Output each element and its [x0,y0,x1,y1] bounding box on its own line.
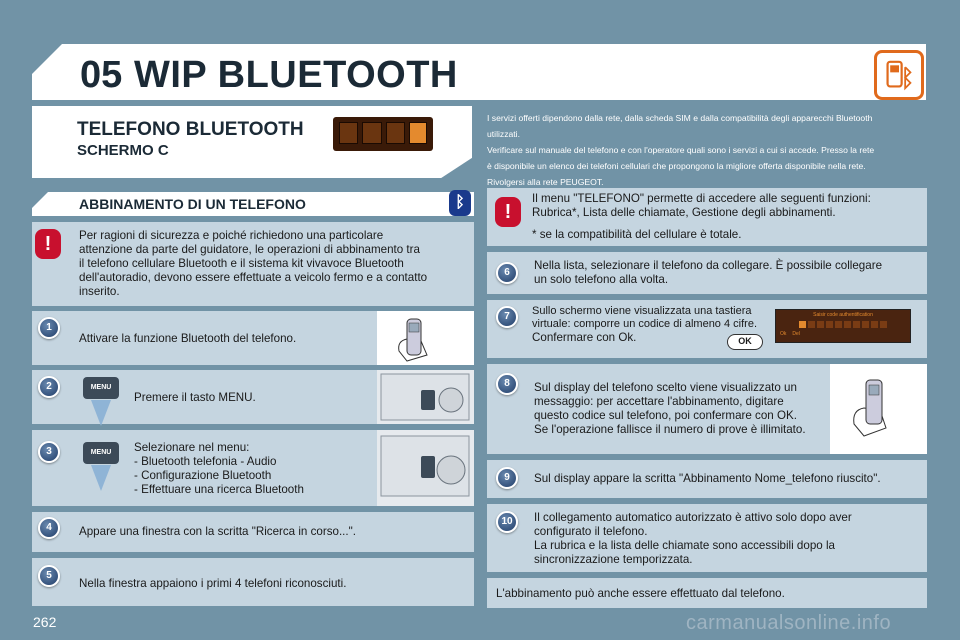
car-radio-icon [377,370,473,424]
menu-button[interactable]: MENU [83,442,119,464]
step-text: Appare una finestra con la scritta "Ricerca in corso...". [79,525,356,538]
section-heading: TELEFONO BLUETOOTH [77,119,304,140]
info-line: Verificare sul manuale del telefono e con l'operatore quali sono i servizi a cui si accede. Presso la rete [487,145,875,155]
screen-c-display-icon [333,117,433,151]
page-number: 262 [33,614,57,630]
step-text [534,381,830,437]
step-line: configurato il telefono. [534,525,648,538]
compatibility-footnote: * se la compatibilità del cellulare è totale. [532,228,742,241]
bluetooth-phone-icon [874,50,924,100]
section-title: ABBINAMENTO DI UN TELEFONO [79,196,306,212]
step-badge: 2 [38,376,60,398]
step-line: Nella lista, selezionare il telefono da collegare. È possibile collegare [534,259,883,272]
chapter-number: 05 [80,54,123,96]
step-badge: 10 [496,511,518,533]
section-subheading: SCHERMO C [77,142,169,159]
step-line: - Effettuare una ricerca Bluetooth [134,483,304,496]
step-badge: 3 [38,441,60,463]
step-8-image [830,364,927,454]
step-line: Se l'operazione fallisce il numero di prove è illimitato. [534,423,806,436]
warning-line: inserito. [79,285,120,298]
arrow-down-icon [91,465,111,491]
info-line: I servizi offerti dipendono dalla rete, dalla scheda SIM e dalla compatibilità degli apparecchi Bluetooth [487,113,873,123]
warning-icon: ! [495,197,521,227]
keyboard-title: Saisir code authentification [813,312,873,318]
step-line: Selezionare nel menu: [134,441,250,454]
info-line: è disponibile un elenco dei telefoni cellulari che propongono la migliore offerta disponibile nella rete. [487,161,866,171]
warning-line: Per ragioni di sicurezza e poiché richiedono una particolare [79,229,384,242]
warning-line: attenzione da parte del guidatore, le operazioni di abbinamento tra [79,243,420,256]
keyboard-actions [780,331,910,337]
menu-info-text [532,192,924,220]
step-line: sincronizzazione temporizzata. [534,553,693,566]
step-text [534,511,924,567]
hand-phone-icon [377,311,473,365]
info-note [487,110,917,190]
step-badge: 9 [496,467,518,489]
step-line: - Configurazione Bluetooth [134,469,272,482]
step-text: Sul display appare la scritta "Abbinamento Nome_telefono riuscito". [534,472,881,485]
step-line: messaggio: per accettare l'abbinamento, digitare [534,395,784,408]
step-line: un solo telefono alla volta. [534,273,669,286]
keyboard-del-key: Del [792,331,800,337]
step-text: Nella finestra appaiono i primi 4 telefoni riconosciuti. [79,577,347,590]
step-text: Premere il tasto MENU. [134,391,256,404]
step-line: La rubrica e la lista delle chiamate sono accessibili dopo la [534,539,835,552]
step-badge: 1 [38,317,60,339]
step-line: Sullo schermo viene visualizzata una tastiera [532,305,752,317]
header-divider [32,100,926,106]
warning-icon: ! [35,229,61,259]
final-note: L'abbinamento può anche essere effettuato dal telefono. [496,587,785,600]
step-line: Confermare con Ok. [532,331,637,344]
menu-button[interactable]: MENU [83,377,119,399]
step-badge: 7 [496,306,518,328]
step-2-image [377,370,474,424]
step-text [534,259,924,287]
chapter-title: WIP BLUETOOTH [134,54,458,96]
step-text: Attivare la funzione Bluetooth del telefono. [79,332,297,345]
step-1-image [377,311,474,365]
step-line: Il collegamento automatico autorizzato è attivo solo dopo aver [534,511,852,524]
arrow-down-icon [91,400,111,426]
step-badge: 4 [38,517,60,539]
info-line: Rivolgersi alla rete PEUGEOT. [487,177,604,187]
menu-info-line: Rubrica*, Lista delle chiamate, Gestione degli abbinamenti. [532,206,836,219]
step-line: questo codice sul telefono, poi confermare con OK. [534,409,797,422]
keyboard-ok-key: Ok [780,331,787,337]
step-badge: 5 [38,565,60,587]
step-line: Sul display del telefono scelto viene visualizzato un [534,381,797,394]
step-3-image [377,430,474,506]
watermark: carmanualsonline.info [686,612,892,634]
virtual-keyboard-screen [775,309,911,343]
menu-info-line: Il menu "TELEFONO" permette di accedere alle seguenti funzioni: [532,192,871,205]
car-radio-icon [377,430,473,506]
ok-button[interactable]: OK [727,334,763,350]
warning-line: dell'autoradio, devono essere effettuate a veicolo fermo e a contatto [79,271,428,284]
step-line: - Bluetooth telefonia - Audio [134,455,277,468]
keyboard-keys [776,321,910,328]
info-line: utilizzati. [487,129,520,139]
warning-line: il telefono cellulare Bluetooth e il sistema kit vivavoce Bluetooth [79,257,404,270]
step-text [134,441,304,497]
step-line: virtuale: comporre un codice di almeno 4 cifre. [532,318,757,330]
safety-warning-text [79,229,469,299]
step-badge: 8 [496,373,518,395]
hand-phone-icon [830,364,926,454]
step-badge: 6 [496,262,518,284]
bluetooth-icon: ᛒ [449,190,471,216]
